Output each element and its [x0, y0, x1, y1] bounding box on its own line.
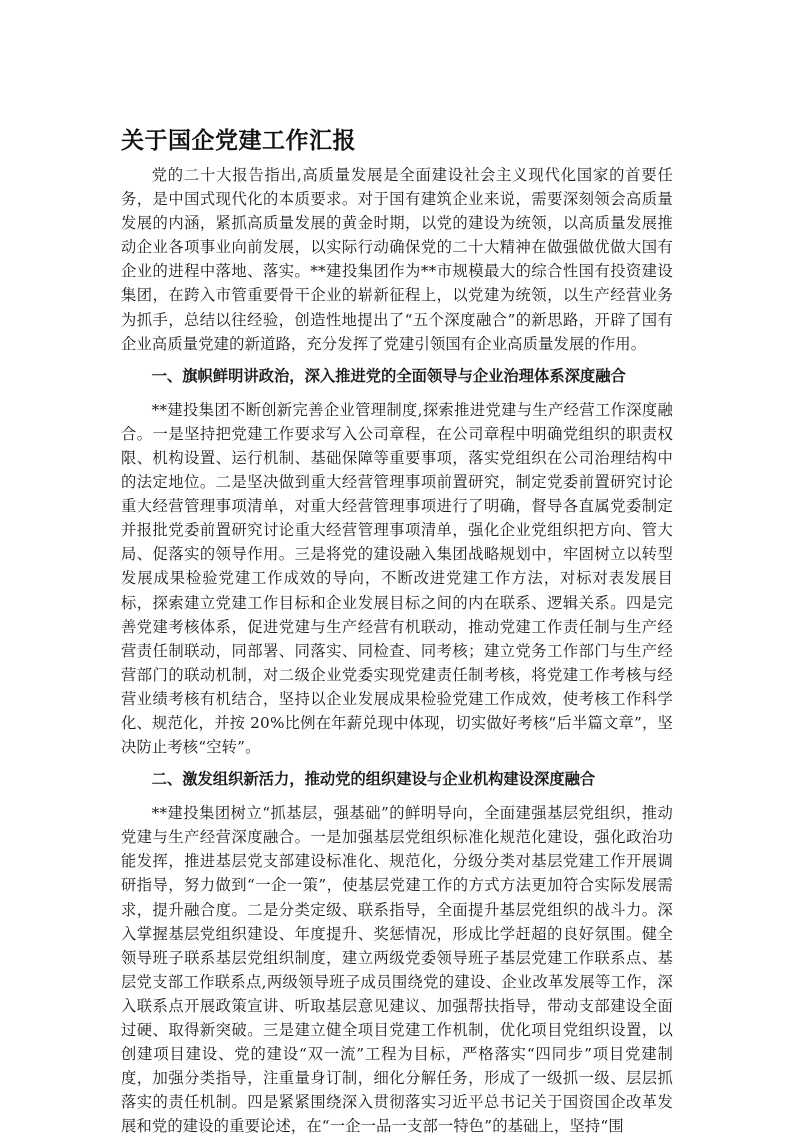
section-2-heading: 二、激发组织新活力，推动党的组织建设与企业机构建设深度融合 — [151, 770, 596, 789]
document-body — [121, 163, 673, 1138]
document-title: 关于国企党建工作汇报 — [121, 128, 356, 154]
intro-paragraph: 党的二十大报告指出,高质量发展是全面建设社会主义现代化国家的首要任务，是中国式现代化的本质要求。对于国有建筑企业来说，需要深刻领会高质量发展的内涵，紧抓高质量发展的黄金时期，以党的建设为统领，以高质量发展推动企业各项事业向前发展，以实际行动确保党的二十大精神在做强做优做大国有企业的进程中落地、落实。**建投集团作为**市规模最大的综合性国有投资建设集团，在跨入市管重要骨干企业的崭新征程上，以党建为统领，以生产经营业务为抓手，总结以往经验，创造性地提出了“五个深度融合”的新思路，开辟了国有企业高质量党建的新道路，充分发挥了党建引领国有企业高质量发展的作用。 — [121, 166, 673, 353]
section-1-paragraph: **建投集团不断创新完善企业管理制度,探索推进党建与生产经营工作深度融合。一是坚持把党建工作要求写入公司章程，在公司章程中明确党组织的职责权限、机构设置、运行机制、基础保障等重要事项，落实党组织在公司治理结构中的法定地位。二是坚决做到重大经营管理事项前置研究，制定党委前置研究讨论重大经营管理事项清单，对重大经营管理事项进行了明确，督导各直属党委制定并报批党委前置研究讨论重大经营管理事项清单，强化企业党组织把方向、管大局、促落实的领导作用。三是将党的建设融入集团战略规划中，牢固树立以转型发展成果检验党建工作成效的导向，不断改进党建工作方法，对标对表发展目标，探索建立党建工作目标和企业发展目标之间的内在联系、逻辑关系。四是完善党建考核体系，促进党建与生产经营有机联动，推动党建工作责任制与生产经营责任制联动，同部署、同落实、同检查、同考核；建立党务工作部门与生产经营部门的联动机制，对二级企业党委实现党建责任制考核，将党建工作考核与经营业绩考核有机结合，坚持以企业发展成果检验党建工作成效，使考核工作科学化、规范化，并按 20%比例在年薪兑现中体现，切实做好考核“后半篇文章”，坚决防止考核“空转”。 — [121, 400, 673, 757]
section-1-heading: 一、旗帜鲜明讲政治，深入推进党的全面领导与企业治理体系深度融合 — [151, 366, 626, 385]
section-2-paragraph: **建投集团树立“抓基层，强基础”的鲜明导向，全面建强基层党组织，推动党建与生产经营深度融合。一是加强基层党组织标准化规范化建设，强化政治功能发挥，推进基层党支部建设标准化、规范化，分级分类对基层党建工作开展调研指导，努力做到“一企一策”，使基层党建工作的方式方法更加符合实际发展需求，提升融合度。二是分类定级、联系指导，全面提升基层党组织的战斗力。深入掌握基层党组织建设、年度提升、奖惩情况，形成比学赶超的良好氛围。健全领导班子联系基层党组织制度，建立两级党委领导班子基层党建工作联系点、基层党支部工作联系点,两级领导班子成员围绕党的建设、企业改革发展等工作，深入联系点开展政策宣讲、听取基层意见建议、加强帮扶指导，带动支部建设全面过硬、取得新突破。三是建立健全项目党建工作机制，优化项目党组织设置，以创建项目建设、党的建设“双一流”工程为目标，严格落实“四同步”项目党建制度，加强分类指导，注重量身订制，细化分解任务，形成了一级抓一级、层层抓落实的责任机制。四是紧紧围绕深入贯彻落实习近平总书记关于国资国企改革发展和党的建设的重要论述，在“一企一品一支部一特色”的基础上，坚持“围 — [121, 804, 673, 1136]
